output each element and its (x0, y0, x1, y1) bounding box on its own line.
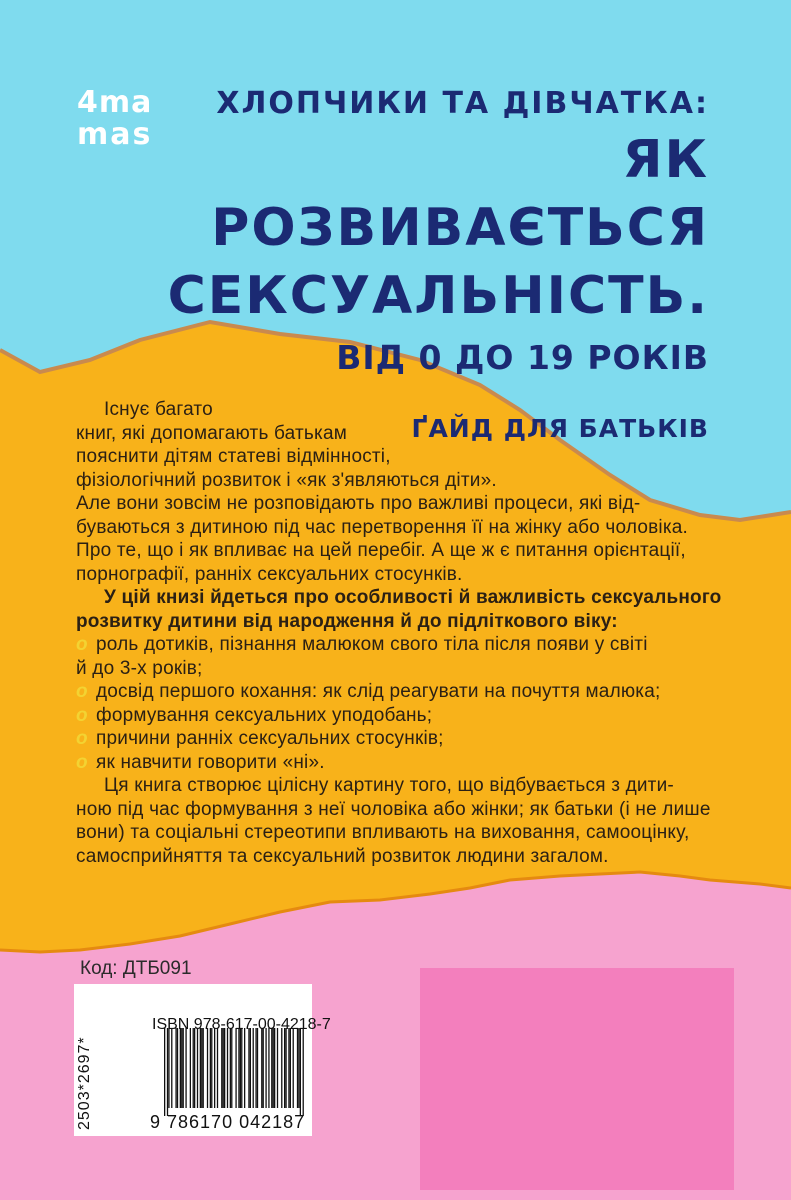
barcode-bar (193, 1028, 194, 1108)
barcode-bar (281, 1028, 282, 1108)
barcode-bar (221, 1028, 222, 1108)
barcode-bar (217, 1028, 218, 1108)
barcode-bar (261, 1028, 262, 1108)
barcode-bar (288, 1028, 289, 1108)
publisher-logo (77, 85, 153, 152)
barcode-bar (185, 1028, 186, 1108)
intro-line: пояснити дітям статеві відмінності, (76, 446, 391, 467)
barcode-bar (197, 1028, 198, 1108)
topics-list (76, 633, 722, 774)
barcode-bar (210, 1028, 211, 1108)
product-code: Код: ДТБ091 (80, 958, 192, 979)
intro-line: Існує багато (104, 399, 213, 420)
barcode-bar (240, 1028, 241, 1108)
intro-line: книг, які допомагають батькам (76, 422, 347, 444)
barcode-bar (207, 1028, 208, 1108)
list-item-text: формування сексуальних уподобань; (96, 704, 433, 726)
barcode-bar (167, 1028, 168, 1116)
intro-line: Про те, що і як впливає на цей перебіг. А ще ж є питання орієнтації, (76, 540, 686, 561)
barcode-bar (274, 1028, 275, 1108)
barcode-bar (244, 1028, 245, 1108)
barcode-bar (300, 1028, 301, 1116)
list-item-text: як навчити говорити «ні». (96, 751, 325, 773)
bullet-icon: o (76, 634, 88, 655)
price-sticker-area (420, 968, 734, 1190)
bullet-icon: o (76, 704, 88, 726)
barcode-bar (175, 1028, 176, 1108)
barcode-bar (200, 1028, 201, 1108)
list-item (76, 751, 722, 775)
list-item (76, 704, 722, 728)
barcode-bar (250, 1028, 251, 1108)
title-main-line-1: ЯК РОЗВИВАЄТЬСЯ (211, 130, 709, 258)
barcode-bar (231, 1028, 232, 1108)
bullet-icon: o (76, 751, 88, 773)
closing-line: самосприйняття та сексуальний розвиток людини загалом. (76, 845, 609, 867)
logo-line-2: mas (77, 117, 153, 152)
closing-line: Ця книга створює цілісну картину того, що відбувається з дити- (104, 775, 674, 796)
barcode-bar (183, 1028, 184, 1108)
list-item-continuation (76, 657, 722, 681)
barcode-bar (194, 1028, 195, 1108)
barcode-bar (201, 1028, 202, 1108)
barcode-bar (298, 1028, 299, 1108)
barcode-bar (285, 1028, 286, 1108)
barcode-bar (171, 1028, 172, 1108)
intro-line: порнографії, ранніх сексуальних стосунків. (76, 563, 463, 585)
barcode-bar (241, 1028, 242, 1108)
intro-line: Але вони зовсім не розповідають про важливі процеси, які від- (76, 493, 641, 514)
list-item-text: роль дотиків, пізнання малюком свого тіла після появи у світі (96, 634, 648, 655)
list-item-text: причини ранніх сексуальних стосунків; (96, 728, 444, 749)
bullet-icon: o (76, 681, 88, 702)
barcode-bar (290, 1028, 291, 1108)
side-number: 2503*2697* (76, 1036, 93, 1130)
list-item (76, 633, 722, 657)
barcode-bar (273, 1028, 274, 1108)
title-subtitle: ХЛОПЧИКИ ТА ДІВЧАТКА: (216, 86, 709, 121)
barcode-bar (230, 1028, 231, 1108)
barcode-bar (255, 1028, 256, 1108)
barcode-bar (168, 1028, 169, 1108)
barcode-bar (284, 1028, 285, 1108)
barcode-bar (164, 1028, 165, 1116)
bullet-icon: o (76, 728, 88, 749)
list-item-text: досвід першого кохання: як слід реагувати на почуття малюка; (96, 681, 661, 702)
book-title (149, 82, 709, 444)
barcode-bar (224, 1028, 225, 1108)
title-age-range: ВІД 0 ДО 19 РОКІВ (336, 338, 709, 377)
barcode-bar (177, 1028, 178, 1108)
barcode-bar (263, 1028, 264, 1108)
title-guide: ҐАЙД ДЛЯ БАТЬКІВ (411, 414, 709, 443)
barcode-bar (190, 1028, 191, 1108)
barcode-bar (297, 1028, 298, 1108)
barcode-bar (203, 1028, 204, 1108)
list-item-text: й до 3-х років; (76, 657, 203, 679)
intro-line: фізіологічний розвиток і «як з'являються діти». (76, 469, 497, 491)
barcode-bar (277, 1028, 278, 1108)
list-item (76, 680, 722, 704)
closing-line: ною під час формування з неї чоловіка або жінки; як батьки (і не лише (76, 798, 711, 820)
barcode-bar (180, 1028, 181, 1108)
barcode-bar (223, 1028, 224, 1108)
book-description (76, 398, 722, 868)
logo-line-1: 4ma (77, 85, 153, 120)
barcode-bar (268, 1028, 269, 1108)
bold-intro-line: У цій книзі йдеться про особливості й важливість сексуального (104, 587, 722, 608)
bold-intro-line: розвитку дитини від народження й до підліткового віку: (76, 610, 618, 632)
isbn-label: ISBN 978-617-00-4218-7 (152, 1016, 331, 1033)
barcode-bar (303, 1028, 304, 1116)
barcode-bar (253, 1028, 254, 1108)
barcode-bar (257, 1028, 258, 1108)
barcode-bar (265, 1028, 266, 1108)
barcode-bar (238, 1028, 239, 1108)
intro-line: буваються з дитиною під час перетворення її на жінку або чоловіка. (76, 516, 689, 538)
barcode-bar (293, 1028, 294, 1108)
barcode-bar (181, 1028, 182, 1108)
barcode-bar (214, 1028, 215, 1108)
isbn-digits: 9 786170 042187 (150, 1112, 306, 1132)
barcode-bar (271, 1028, 272, 1108)
barcode-bar (248, 1028, 249, 1108)
barcode-bar (227, 1028, 228, 1108)
list-item (76, 727, 722, 751)
title-main-line-2: СЕКСУАЛЬНІСТЬ. (167, 266, 709, 326)
closing-line: вони) та соціальні стереотипи впливають на виховання, самооцінку, (76, 822, 690, 843)
barcode-bar (235, 1028, 236, 1108)
barcode-bar (211, 1028, 212, 1108)
